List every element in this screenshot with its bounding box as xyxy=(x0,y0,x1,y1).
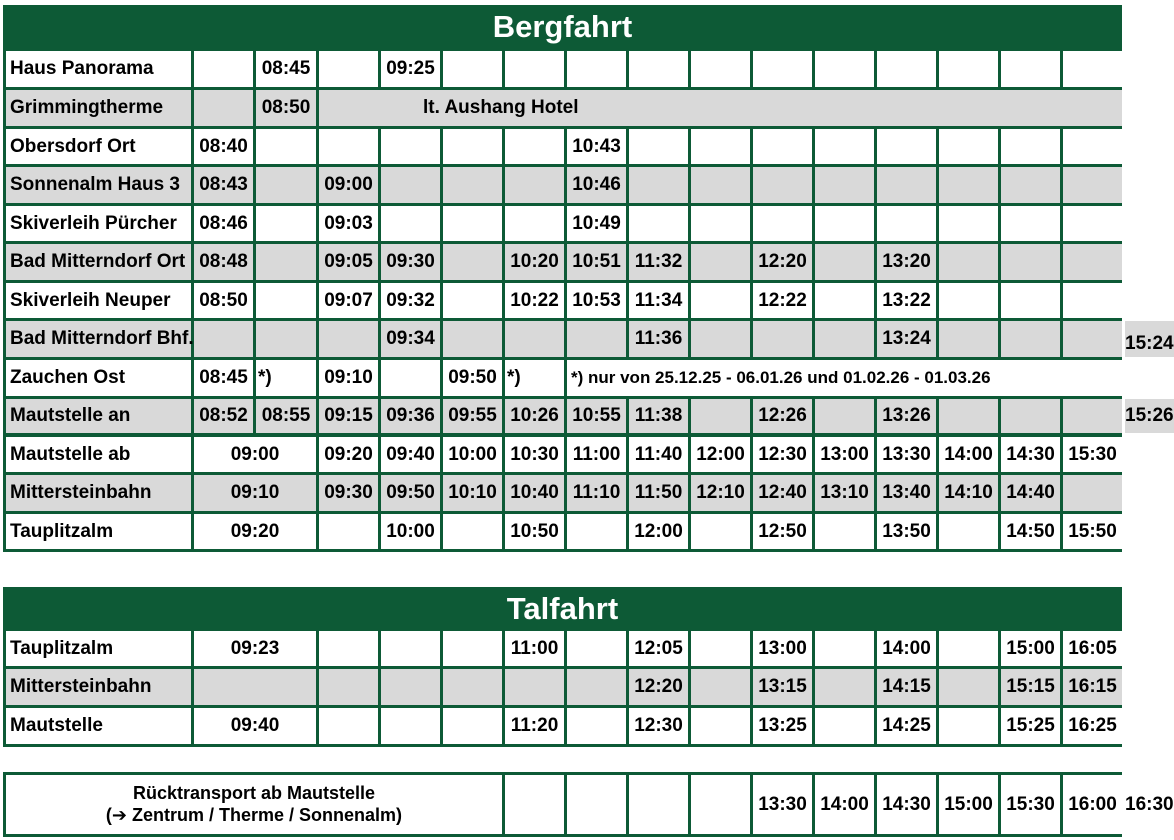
time-cell: 14:25 xyxy=(877,708,936,744)
time-cell xyxy=(691,129,750,164)
time-cell: 09:05 xyxy=(319,244,378,280)
bergfahrt-title: Bergfahrt xyxy=(492,9,633,44)
time-cell xyxy=(753,51,812,87)
time-cell: 14:50 xyxy=(1001,514,1060,549)
time-cell xyxy=(1063,321,1122,357)
time-cell xyxy=(319,129,378,164)
time-cell: 14:00 xyxy=(939,437,998,472)
time-cell xyxy=(877,51,936,87)
time-cell: 12:00 xyxy=(691,437,750,472)
time-cell xyxy=(505,51,564,87)
time-cell xyxy=(753,167,812,203)
footnote-marker: *) xyxy=(256,360,316,396)
talfahrt-title: Talfahrt xyxy=(506,591,619,626)
open-paren: ( xyxy=(105,805,112,825)
stop-label: Tauplitzalm xyxy=(6,514,191,549)
time-cell xyxy=(939,167,998,203)
time-cell: 10:20 xyxy=(505,244,564,280)
time-cell xyxy=(567,775,626,834)
time-cell xyxy=(691,514,750,549)
stop-label: Mittersteinbahn xyxy=(6,475,191,511)
time-cell xyxy=(443,631,502,666)
time-cell xyxy=(753,129,812,164)
time-cell: 09:20 xyxy=(319,437,378,472)
time-cell: 15:25 xyxy=(1001,708,1060,744)
time-cell xyxy=(1063,51,1122,87)
time-cell: 15:30 xyxy=(1063,437,1122,472)
time-cell: 09:10 xyxy=(194,475,316,511)
time-cell: 08:50 xyxy=(256,90,316,126)
time-cell xyxy=(753,321,812,357)
talfahrt-table xyxy=(3,587,1122,747)
stop-label: Bad Mitterndorf Bhf. xyxy=(6,321,191,357)
time-cell xyxy=(815,206,874,241)
time-cell xyxy=(939,514,998,549)
time-cell xyxy=(567,708,626,744)
time-cell: 09:03 xyxy=(319,206,378,241)
time-cell xyxy=(1001,129,1060,164)
time-cell: 11:38 xyxy=(629,399,688,433)
time-cell: 16:00 xyxy=(1063,775,1122,834)
time-cell: 10:26 xyxy=(505,399,564,433)
time-cell xyxy=(1001,244,1060,280)
time-cell xyxy=(319,514,378,549)
time-cell: 16:05 xyxy=(1063,631,1122,666)
time-cell xyxy=(567,321,626,357)
time-cell: 11:00 xyxy=(505,631,564,666)
time-cell xyxy=(194,321,253,357)
time-cell: 09:20 xyxy=(194,514,316,549)
time-cell xyxy=(1001,167,1060,203)
time-cell xyxy=(629,206,688,241)
time-cell xyxy=(505,129,564,164)
time-cell: 12:30 xyxy=(753,437,812,472)
time-cell: 10:46 xyxy=(567,167,626,203)
time-cell xyxy=(815,514,874,549)
time-cell: 15:30 xyxy=(1001,775,1060,834)
time-cell xyxy=(815,321,874,357)
time-cell xyxy=(443,283,502,318)
time-cell xyxy=(381,669,440,705)
time-cell xyxy=(629,167,688,203)
empty-cell xyxy=(319,631,378,666)
time-cell xyxy=(815,631,874,666)
time-cell xyxy=(256,321,316,357)
time-cell xyxy=(629,775,688,834)
time-cell xyxy=(256,244,316,280)
stop-label: Mautstelle xyxy=(6,708,191,744)
time-cell: 12:20 xyxy=(629,669,688,705)
time-cell xyxy=(691,708,750,744)
time-cell: 13:30 xyxy=(753,775,812,834)
time-cell: 13:40 xyxy=(877,475,936,511)
time-cell xyxy=(753,206,812,241)
time-cell: 13:22 xyxy=(877,283,936,318)
time-cell: 08:48 xyxy=(194,244,253,280)
stop-label: Mautstelle an xyxy=(6,399,191,433)
time-cell xyxy=(381,360,440,396)
bergfahrt-table xyxy=(3,5,1174,552)
time-cell xyxy=(381,631,440,666)
time-cell: 08:55 xyxy=(256,399,316,433)
stop-label: Bad Mitterndorf Ort xyxy=(6,244,191,280)
time-cell xyxy=(815,51,874,87)
time-cell xyxy=(877,129,936,164)
time-cell xyxy=(815,669,874,705)
time-cell: 12:20 xyxy=(753,244,812,280)
time-cell xyxy=(567,631,626,666)
time-cell xyxy=(505,321,564,357)
time-cell xyxy=(691,51,750,87)
time-cell: 12:05 xyxy=(629,631,688,666)
time-cell: 10:30 xyxy=(505,437,564,472)
time-cell: 09:23 xyxy=(194,631,316,666)
time-cell xyxy=(443,321,502,357)
time-cell xyxy=(815,244,874,280)
time-cell xyxy=(939,51,998,87)
time-cell: 09:15 xyxy=(319,399,378,433)
time-cell xyxy=(877,167,936,203)
time-cell xyxy=(505,775,564,834)
time-cell xyxy=(939,244,998,280)
time-cell: 12:40 xyxy=(753,475,812,511)
time-cell xyxy=(939,399,998,433)
time-cell xyxy=(1001,321,1060,357)
stop-label: Haus Panorama xyxy=(6,51,191,87)
time-cell xyxy=(256,206,316,241)
time-cell xyxy=(939,129,998,164)
time-cell: 16:25 xyxy=(1063,708,1122,744)
time-cell: 10:55 xyxy=(567,399,626,433)
time-cell xyxy=(939,283,998,318)
time-cell xyxy=(381,708,440,744)
time-cell: 10:40 xyxy=(505,475,564,511)
time-cell: 09:00 xyxy=(194,437,316,472)
time-cell xyxy=(1063,244,1122,280)
time-cell xyxy=(815,129,874,164)
time-cell xyxy=(939,321,998,357)
time-cell: 11:36 xyxy=(629,321,688,357)
time-cell: 09:30 xyxy=(319,475,378,511)
time-cell: 14:30 xyxy=(1001,437,1060,472)
time-cell: 10:53 xyxy=(567,283,626,318)
time-cell: 13:26 xyxy=(877,399,936,433)
time-cell xyxy=(939,708,998,744)
time-cell: 11:32 xyxy=(629,244,688,280)
time-cell xyxy=(691,669,750,705)
time-cell xyxy=(629,51,688,87)
time-cell: 14:30 xyxy=(877,775,936,834)
time-cell xyxy=(567,51,626,87)
time-cell: 11:00 xyxy=(567,437,626,472)
time-cell xyxy=(505,167,564,203)
time-cell: 09:40 xyxy=(194,708,316,744)
stop-label: Mittersteinbahn xyxy=(6,669,191,705)
time-cell: 12:10 xyxy=(691,475,750,511)
time-cell xyxy=(877,206,936,241)
time-cell: 12:26 xyxy=(753,399,812,433)
time-cell: 10:00 xyxy=(381,514,440,549)
empty-cell xyxy=(319,708,378,744)
time-cell: 14:00 xyxy=(877,631,936,666)
arrow-right-icon: ➔ xyxy=(111,805,128,826)
ruecktransport-line1: Rücktransport ab Mautstelle xyxy=(132,783,376,803)
time-cell: 14:15 xyxy=(877,669,936,705)
time-cell: 15:24 xyxy=(1125,321,1174,357)
time-cell: 08:52 xyxy=(194,399,253,433)
time-cell xyxy=(443,167,502,203)
stop-label: Grimmingtherme xyxy=(6,90,191,126)
time-cell xyxy=(1063,399,1122,433)
time-cell xyxy=(443,669,502,705)
time-cell xyxy=(691,631,750,666)
time-cell: 15:15 xyxy=(1001,669,1060,705)
time-cell: 09:40 xyxy=(381,437,440,472)
time-cell xyxy=(1001,283,1060,318)
time-cell: 14:00 xyxy=(815,775,874,834)
time-cell: 10:50 xyxy=(505,514,564,549)
time-cell: 13:20 xyxy=(877,244,936,280)
time-cell xyxy=(1063,206,1122,241)
time-cell xyxy=(691,321,750,357)
time-cell: 16:30 xyxy=(1125,775,1174,834)
time-cell: 10:51 xyxy=(567,244,626,280)
time-cell: 12:22 xyxy=(753,283,812,318)
time-cell xyxy=(381,206,440,241)
ruecktransport-table xyxy=(3,772,1174,837)
time-cell: 10:49 xyxy=(567,206,626,241)
time-cell xyxy=(691,167,750,203)
time-cell: 15:00 xyxy=(1001,631,1060,666)
time-cell: 09:50 xyxy=(381,475,440,511)
time-cell: 10:00 xyxy=(443,437,502,472)
time-cell xyxy=(194,90,253,126)
time-cell xyxy=(443,51,502,87)
time-cell: 11:20 xyxy=(505,708,564,744)
time-cell xyxy=(256,167,316,203)
time-cell: 12:00 xyxy=(629,514,688,549)
time-cell: 10:43 xyxy=(567,129,626,164)
time-cell: 08:46 xyxy=(194,206,253,241)
time-cell: 09:00 xyxy=(319,167,378,203)
time-cell xyxy=(1063,475,1122,511)
stop-label: Tauplitzalm xyxy=(6,631,191,666)
time-cell xyxy=(691,206,750,241)
time-cell: 09:36 xyxy=(381,399,440,433)
stop-label: Zauchen Ost xyxy=(6,360,191,396)
time-cell: 09:55 xyxy=(443,399,502,433)
time-cell xyxy=(443,244,502,280)
time-cell xyxy=(939,669,998,705)
time-cell xyxy=(939,206,998,241)
time-cell xyxy=(629,129,688,164)
time-cell xyxy=(1063,167,1122,203)
time-cell: 13:30 xyxy=(877,437,936,472)
time-cell xyxy=(815,708,874,744)
time-cell xyxy=(1063,283,1122,318)
time-cell xyxy=(443,129,502,164)
time-cell xyxy=(256,283,316,318)
time-cell xyxy=(567,669,626,705)
time-cell: 10:22 xyxy=(505,283,564,318)
time-cell: 09:34 xyxy=(381,321,440,357)
footnote-marker: *) xyxy=(505,360,564,396)
time-cell: 09:25 xyxy=(381,51,440,87)
time-cell: 09:10 xyxy=(319,360,378,396)
time-cell: 15:00 xyxy=(939,775,998,834)
time-cell xyxy=(691,244,750,280)
time-cell: 11:10 xyxy=(567,475,626,511)
stop-label: Skiverleih Neuper xyxy=(6,283,191,318)
ruecktransport-line2 xyxy=(106,804,402,827)
time-cell xyxy=(815,283,874,318)
time-cell xyxy=(505,206,564,241)
time-cell xyxy=(939,631,998,666)
time-cell: 09:07 xyxy=(319,283,378,318)
time-cell: 09:32 xyxy=(381,283,440,318)
time-cell xyxy=(443,206,502,241)
time-cell: 13:25 xyxy=(753,708,812,744)
time-cell xyxy=(319,321,378,357)
time-cell xyxy=(505,669,564,705)
time-cell xyxy=(443,708,502,744)
time-cell xyxy=(691,399,750,433)
time-cell: 12:30 xyxy=(629,708,688,744)
time-cell: 15:50 xyxy=(1063,514,1122,549)
time-cell xyxy=(815,399,874,433)
time-cell: 08:45 xyxy=(256,51,316,87)
ruecktransport-label xyxy=(6,775,502,834)
time-cell xyxy=(319,51,378,87)
stop-label: Obersdorf Ort xyxy=(6,129,191,164)
time-cell: 13:50 xyxy=(877,514,936,549)
empty-cell xyxy=(319,669,378,705)
time-cell: 08:50 xyxy=(194,283,253,318)
time-cell xyxy=(381,167,440,203)
time-cell: 10:10 xyxy=(443,475,502,511)
time-cell xyxy=(1001,51,1060,87)
time-cell xyxy=(443,514,502,549)
time-cell xyxy=(1001,399,1060,433)
time-cell: 09:30 xyxy=(381,244,440,280)
stop-label: Sonnenalm Haus 3 xyxy=(6,167,191,203)
time-cell xyxy=(381,129,440,164)
time-cell xyxy=(194,669,316,705)
time-cell: 13:24 xyxy=(877,321,936,357)
time-cell: 14:40 xyxy=(1001,475,1060,511)
time-cell xyxy=(567,514,626,549)
time-cell: 16:15 xyxy=(1063,669,1122,705)
time-cell: 08:40 xyxy=(194,129,253,164)
time-cell: 11:40 xyxy=(629,437,688,472)
time-cell: 15:26 xyxy=(1125,399,1174,433)
time-cell: 11:34 xyxy=(629,283,688,318)
time-cell: 13:15 xyxy=(753,669,812,705)
time-cell xyxy=(1063,129,1122,164)
time-cell: 08:45 xyxy=(194,360,253,396)
time-cell xyxy=(1001,206,1060,241)
time-cell: 11:50 xyxy=(629,475,688,511)
time-cell xyxy=(815,167,874,203)
time-cell: 09:50 xyxy=(443,360,502,396)
time-cell: 13:00 xyxy=(753,631,812,666)
time-cell: 12:50 xyxy=(753,514,812,549)
time-cell: 08:43 xyxy=(194,167,253,203)
span-note: lt. Aushang Hotel xyxy=(319,90,1122,126)
time-cell xyxy=(691,283,750,318)
time-cell xyxy=(256,129,316,164)
destinations-text: Zentrum / Therme / Sonnenalm) xyxy=(127,805,403,825)
time-cell xyxy=(194,51,253,87)
footnote-text: *) nur von 25.12.25 - 06.01.26 und 01.02.26 - 01.03.26 xyxy=(567,360,1122,396)
stop-label: Skiverleih Pürcher xyxy=(6,206,191,241)
time-cell xyxy=(691,775,750,834)
time-cell: 14:10 xyxy=(939,475,998,511)
stop-label: Mautstelle ab xyxy=(6,437,191,472)
time-cell: 13:00 xyxy=(815,437,874,472)
time-cell: 13:10 xyxy=(815,475,874,511)
